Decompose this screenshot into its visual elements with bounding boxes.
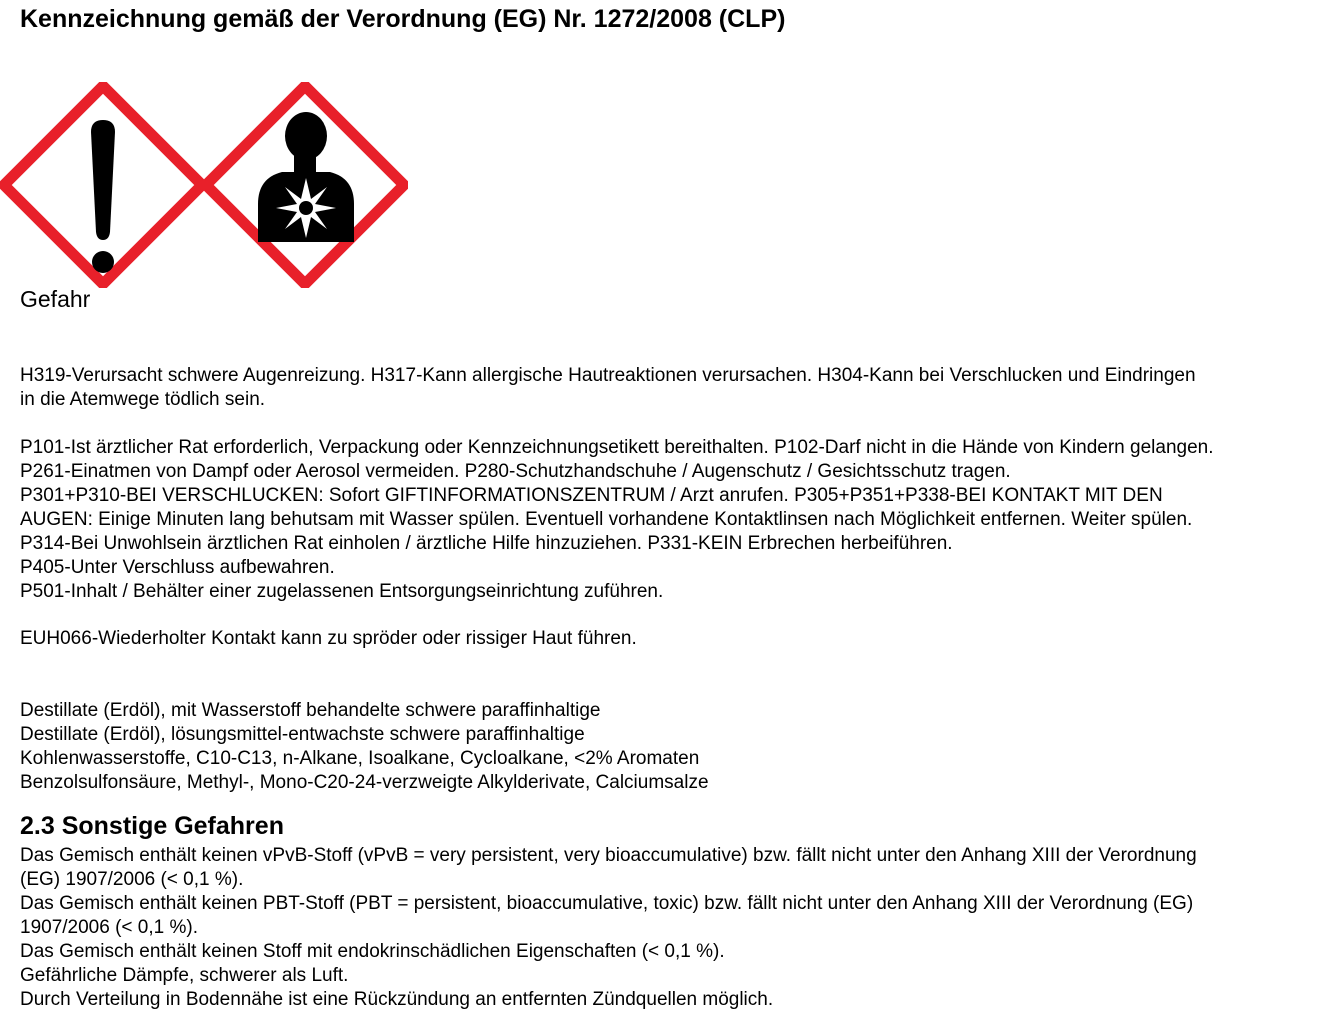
other-hazards-line: Das Gemisch enthält keinen PBT-Stoff (PBT = persistent, bioaccumulative, toxic) bzw. fällt nicht unter den Anhang XIII der Verordnung (EG) bbox=[20, 893, 1194, 914]
hazardous-components bbox=[20, 699, 1330, 795]
other-hazards-line: Gefährliche Dämpfe, schwerer als Luft. bbox=[20, 965, 349, 986]
ghs07-exclamation-mark-icon bbox=[0, 82, 206, 288]
hazard-statement-line: H319-Verursacht schwere Augenreizung. H317-Kann allergische Hautreaktionen verursachen. H304-Kann bei Verschlucken und Eindringen bbox=[20, 365, 1196, 386]
supplemental-hazard-statements bbox=[20, 627, 1330, 651]
precautionary-statement-line: P301+P310-BEI VERSCHLUCKEN: Sofort GIFTINFORMATIONSZENTRUM / Arzt anrufen. P305+P351+P338-BEI KONTAKT MIT DEN bbox=[20, 485, 1163, 506]
ghs-pictograms bbox=[0, 82, 410, 288]
hazard-statement-line: in die Atemwege tödlich sein. bbox=[20, 389, 266, 410]
other-hazards-line: (EG) 1907/2006 (< 0,1 %). bbox=[20, 869, 244, 890]
precautionary-statement-line: P261-Einatmen von Dampf oder Aerosol vermeiden. P280-Schutzhandschuhe / Augenschutz / Gesichtsschutz tragen. bbox=[20, 461, 1011, 482]
component-line: Destillate (Erdöl), lösungsmittel-entwachste schwere paraffinhaltige bbox=[20, 724, 585, 745]
other-hazards-line: 1907/2006 (< 0,1 %). bbox=[20, 917, 198, 938]
precautionary-statement-line: P501-Inhalt / Behälter einer zugelassenen Entsorgungseinrichtung zuführen. bbox=[20, 581, 664, 602]
signal-word: Gefahr bbox=[20, 286, 91, 312]
clp-labelling-heading: Kennzeichnung gemäß der Verordnung (EG) Nr. 1272/2008 (CLP) bbox=[20, 5, 786, 33]
other-hazards-heading: 2.3 Sonstige Gefahren bbox=[20, 812, 284, 840]
other-hazards-text bbox=[20, 844, 1330, 1012]
other-hazards-line: Das Gemisch enthält keinen vPvB-Stoff (vPvB = very persistent, very bioaccumulative) bzw. fällt nicht unter den Anhang XIII der Verordnung bbox=[20, 845, 1197, 866]
precautionary-statement-line: AUGEN: Einige Minuten lang behutsam mit Wasser spülen. Eventuell vorhandene Kontaktlinsen nach Möglichkeit entfernen. Weiter spülen. bbox=[20, 509, 1193, 530]
component-line: Destillate (Erdöl), mit Wasserstoff behandelte schwere paraffinhaltige bbox=[20, 700, 601, 721]
precautionary-statement-line: P314-Bei Unwohlsein ärztlichen Rat einholen / ärztliche Hilfe hinzuziehen. P331-KEIN Erbrechen herbeiführen. bbox=[20, 533, 953, 554]
supplemental-statement-line: EUH066-Wiederholter Kontakt kann zu spröder oder rissiger Haut führen. bbox=[20, 628, 637, 649]
ghs08-health-hazard-icon bbox=[202, 82, 408, 288]
hazard-statements bbox=[20, 364, 1330, 412]
precautionary-statement-line: P101-Ist ärztlicher Rat erforderlich, Verpackung oder Kennzeichnungsetikett bereithalten. P102-Darf nicht in die Hände von Kindern gelangen. bbox=[20, 437, 1214, 458]
component-line: Kohlenwasserstoffe, C10-C13, n-Alkane, Isoalkane, Cycloalkane, <2% Aromaten bbox=[20, 748, 700, 769]
component-line: Benzolsulfonsäure, Methyl-, Mono-C20-24-verzweigte Alkylderivate, Calciumsalze bbox=[20, 772, 709, 793]
precautionary-statements bbox=[20, 436, 1330, 604]
precautionary-statement-line: P405-Unter Verschluss aufbewahren. bbox=[20, 557, 335, 578]
other-hazards-line: Das Gemisch enthält keinen Stoff mit endokrinschädlichen Eigenschaften (< 0,1 %). bbox=[20, 941, 725, 962]
other-hazards-line: Durch Verteilung in Bodennähe ist eine Rückzündung an entfernten Zündquellen möglich. bbox=[20, 989, 774, 1010]
